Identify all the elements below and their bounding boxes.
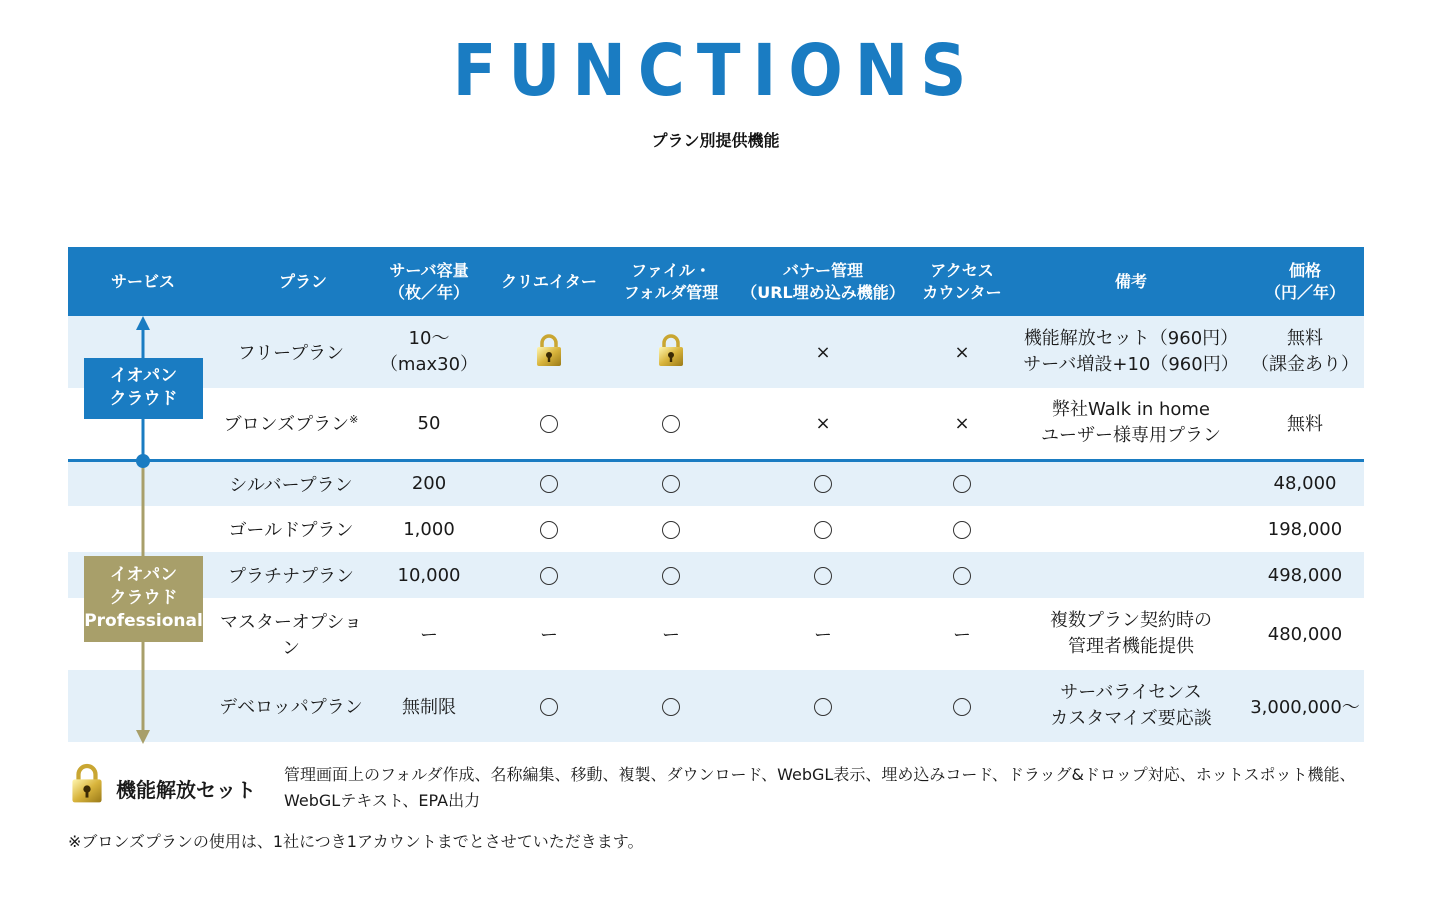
page-title: FUNCTIONS [452,30,979,113]
service-cell [68,388,218,460]
creator-cell [494,388,604,460]
circle-icon [662,475,680,493]
lock-icon [535,333,563,372]
circle-icon [814,475,832,493]
circle-icon [540,521,558,539]
file-cell: ー [604,598,738,670]
table-row [68,316,1364,388]
file-cell [604,460,738,506]
table-row [68,598,1364,670]
plan-name-cell [218,388,364,460]
service-cell [68,552,218,598]
badge-line: Professional [84,611,203,631]
circle-icon [814,567,832,585]
file-cell [604,552,738,598]
capacity-value: 10,000 [364,552,494,598]
plan-name: ゴールドプラン [218,506,364,552]
banner-cell [738,506,908,552]
banner-cell: ー [738,598,908,670]
note-cell [1016,460,1246,506]
circle-icon [662,567,680,585]
plan-footnote-mark: ※ [349,413,359,427]
creator-cell [494,460,604,506]
header-capacity-line1: サーバ容量 [389,260,469,280]
access-cell: × [908,316,1016,388]
note-cell [1016,316,1246,388]
plan-name: フリープラン [218,316,364,388]
file-cell [604,388,738,460]
capacity-value: 無制限 [364,670,494,742]
banner-cell: × [738,388,908,460]
header-plan [218,247,364,316]
legend-description: 管理画面上のフォルダ作成、名称編集、移動、複製、ダウンロード、WebGL表示、埋め込みコード、ドラッグ&ドロップ対応、ホットスポット機能、WebGLテキスト、EPA出力 [284,765,1356,810]
banner-cell: × [738,316,908,388]
circle-icon [540,475,558,493]
header-price [1246,247,1364,316]
file-cell [604,316,738,388]
page-subtitle: プラン別提供機能 [651,131,780,150]
creator-cell [494,506,604,552]
price-value-2: （課金あり） [1251,354,1359,375]
circle-icon [814,521,832,539]
banner-cell [738,460,908,506]
legend-label: 機能解放セット [116,778,256,802]
service-cell [68,460,218,506]
price-value: 198,000 [1246,506,1364,552]
note-line1: 弊社Walk in home [1052,399,1210,421]
access-cell: ー [908,598,1016,670]
lock-icon [657,333,685,372]
badge-line: クラウド [109,389,178,409]
price-value: 3,000,000〜 [1246,670,1364,742]
table-row [68,388,1364,460]
price-value: 48,000 [1246,460,1364,506]
table-row [68,460,1364,506]
note-cell [1016,506,1246,552]
badge-line: イオパン [109,565,178,585]
price-cell [1246,316,1364,388]
header-access-line1: アクセス [930,260,994,280]
access-cell [908,506,1016,552]
plan-name: シルバープラン [218,460,364,506]
plan-name: ブロンズプラン [223,414,350,436]
legend [70,762,256,808]
circle-icon [540,415,558,433]
capacity-value: 1,000 [364,506,494,552]
banner-cell [738,552,908,598]
capacity-value-2: （max30） [379,354,479,375]
price-value: 498,000 [1246,552,1364,598]
plan-name: デベロッパプラン [218,670,364,742]
header-service: サービス [68,247,218,316]
header-price-line1: 価格 [1288,260,1321,280]
header-file-line1: ファイル・ [631,260,711,280]
circle-icon [953,698,971,716]
note-cell [1016,598,1246,670]
file-cell [604,506,738,552]
circle-icon [662,415,680,433]
price-value: 無料 [1287,328,1323,349]
service-cell [68,316,218,388]
price-value: 480,000 [1246,598,1364,670]
service-cell [68,598,218,670]
header-capacity [364,247,494,316]
table-row [68,506,1364,552]
table-row [68,552,1364,598]
table-header-row [68,247,1364,316]
note-line1: 複数プラン契約時の [1050,610,1212,631]
circle-icon [662,521,680,539]
plan-name: マスターオプション [218,598,364,670]
circle-icon [953,521,971,539]
lock-icon [70,789,104,808]
service-cell [68,670,218,742]
header-access-line2: カウンター [922,282,1002,302]
access-cell [908,670,1016,742]
creator-cell [494,552,604,598]
capacity-value: 50 [364,388,494,460]
note-line2: サーバ増設+10（960円） [1023,354,1239,375]
header-banner [738,247,908,316]
access-cell: × [908,388,1016,460]
price-value: 無料 [1246,388,1364,460]
access-cell [908,552,1016,598]
capacity-value: 200 [364,460,494,506]
capacity-value: 10〜 [408,328,450,349]
note-line2: カスタマイズ要応談 [1050,708,1212,729]
header-creator: クリエイター [494,247,604,316]
note-line2: ユーザー様専用プラン [1041,425,1221,447]
circle-icon [540,567,558,585]
badge-line: イオパン [109,366,178,386]
creator-cell [494,670,604,742]
banner-cell [738,670,908,742]
header-price-line2: （円／年） [1264,282,1345,302]
circle-icon [953,567,971,585]
note-cell [1016,552,1246,598]
note-line1: 機能解放セット（960円） [1023,328,1239,349]
header-banner-line2: （URL埋め込み機能） [741,282,905,302]
header-access [908,247,1016,316]
badge-line: クラウド [109,588,178,608]
header-file-line2: フォルダ管理 [623,282,719,302]
header-plan-label: プラン [278,271,327,291]
note-cell [1016,670,1246,742]
footnote: ※ブロンズプランの使用は、1社につき1アカウントまでとさせていただきます。 [68,832,644,851]
creator-cell: ー [494,598,604,670]
capacity-cell [364,316,494,388]
circle-icon [814,698,832,716]
header-capacity-line2: （枚／年） [388,282,469,302]
circle-icon [662,698,680,716]
header-banner-line1: バナー管理 [782,260,863,280]
service-cell [68,506,218,552]
plan-name: プラチナプラン [218,552,364,598]
circle-icon [540,698,558,716]
file-cell [604,670,738,742]
capacity-value: ー [364,598,494,670]
table-row [68,670,1364,742]
note-line1: サーバライセンス [1060,682,1202,703]
plan-feature-table [68,247,1364,742]
note-line2: 管理者機能提供 [1068,636,1194,657]
note-cell [1016,388,1246,460]
creator-cell [494,316,604,388]
header-note: 備考 [1016,247,1246,316]
access-cell [908,460,1016,506]
circle-icon [953,475,971,493]
header-file [604,247,738,316]
